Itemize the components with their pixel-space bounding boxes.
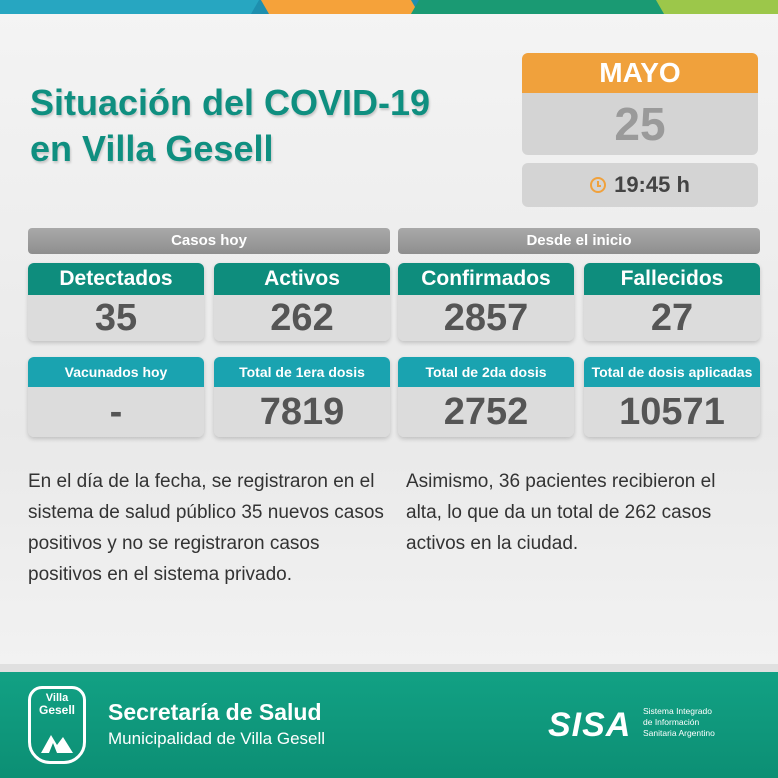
date-box (522, 53, 758, 207)
stat-value: - (28, 387, 204, 437)
stat-label: Total de dosis aplicadas (584, 357, 760, 387)
tree-hill-icon (39, 729, 75, 755)
title-line-2: en Villa Gesell (30, 128, 274, 169)
stat-card-dosis-aplicadas (584, 357, 760, 437)
stat-label: Activos (214, 263, 390, 295)
stat-card-activos (214, 263, 390, 341)
body-text-left: En el día de la fecha, se registraron en el sistema de salud público 35 nuevos casos positivos y no se registraron casos positivos en el sistema privado. (28, 471, 384, 585)
stat-label: Total de 1era dosis (214, 357, 390, 387)
stat-card-confirmados (398, 263, 574, 341)
stat-card-vacunados-hoy (28, 357, 204, 437)
sisa-logo: SISA (548, 706, 632, 744)
date-day: 25 (522, 93, 758, 155)
stat-card-primera-dosis (214, 357, 390, 437)
footer-subtitle: Municipalidad de Villa Gesell (108, 729, 326, 748)
body-text-right: Asimismo, 36 pacientes recibieron el alta, lo que da un total de 262 casos activos en la ciudad. (406, 471, 716, 554)
stat-label: Confirmados (398, 263, 574, 295)
stat-value: 27 (584, 295, 760, 341)
stat-card-fallecidos (584, 263, 760, 341)
footer-divider (0, 664, 778, 672)
stat-value: 7819 (214, 387, 390, 437)
logo-text-line-2: Gesell (38, 703, 76, 717)
section-header-since-start: Desde el inicio (398, 228, 760, 254)
stat-label: Detectados (28, 263, 204, 295)
logo-text-line-1: Villa (45, 692, 69, 704)
section-header-today: Casos hoy (28, 228, 390, 254)
stat-label: Vacunados hoy (28, 357, 204, 387)
time-value: 19:45 h (614, 172, 690, 197)
title-line-1: Situación del COVID-19 (30, 82, 431, 123)
bar-segment-lime (656, 0, 778, 14)
stat-label: Fallecidos (584, 263, 760, 295)
sisa-description (643, 706, 753, 739)
time-box (522, 163, 758, 207)
top-decorative-bar (0, 0, 778, 14)
villa-gesell-logo (28, 686, 86, 764)
bar-segment-green (411, 0, 679, 14)
stat-card-detectados (28, 263, 204, 341)
stat-card-segunda-dosis (398, 357, 574, 437)
stat-label: Total de 2da dosis (398, 357, 574, 387)
footer (0, 672, 778, 778)
bar-segment-orange (261, 0, 419, 14)
stat-value: 2857 (398, 295, 574, 341)
stat-value: 35 (28, 295, 204, 341)
sisa-line-1: Sistema Integrado (643, 706, 712, 716)
date-month: MAYO (522, 53, 758, 93)
sisa-line-2: de Información (643, 717, 700, 727)
footer-title: Secretaría de Salud (108, 699, 322, 725)
clock-icon (590, 177, 606, 193)
sisa-line-3: Sanitaria Argentino (643, 728, 715, 738)
stat-value: 262 (214, 295, 390, 341)
page-title (30, 80, 490, 172)
stat-value: 2752 (398, 387, 574, 437)
stat-value: 10571 (584, 387, 760, 437)
